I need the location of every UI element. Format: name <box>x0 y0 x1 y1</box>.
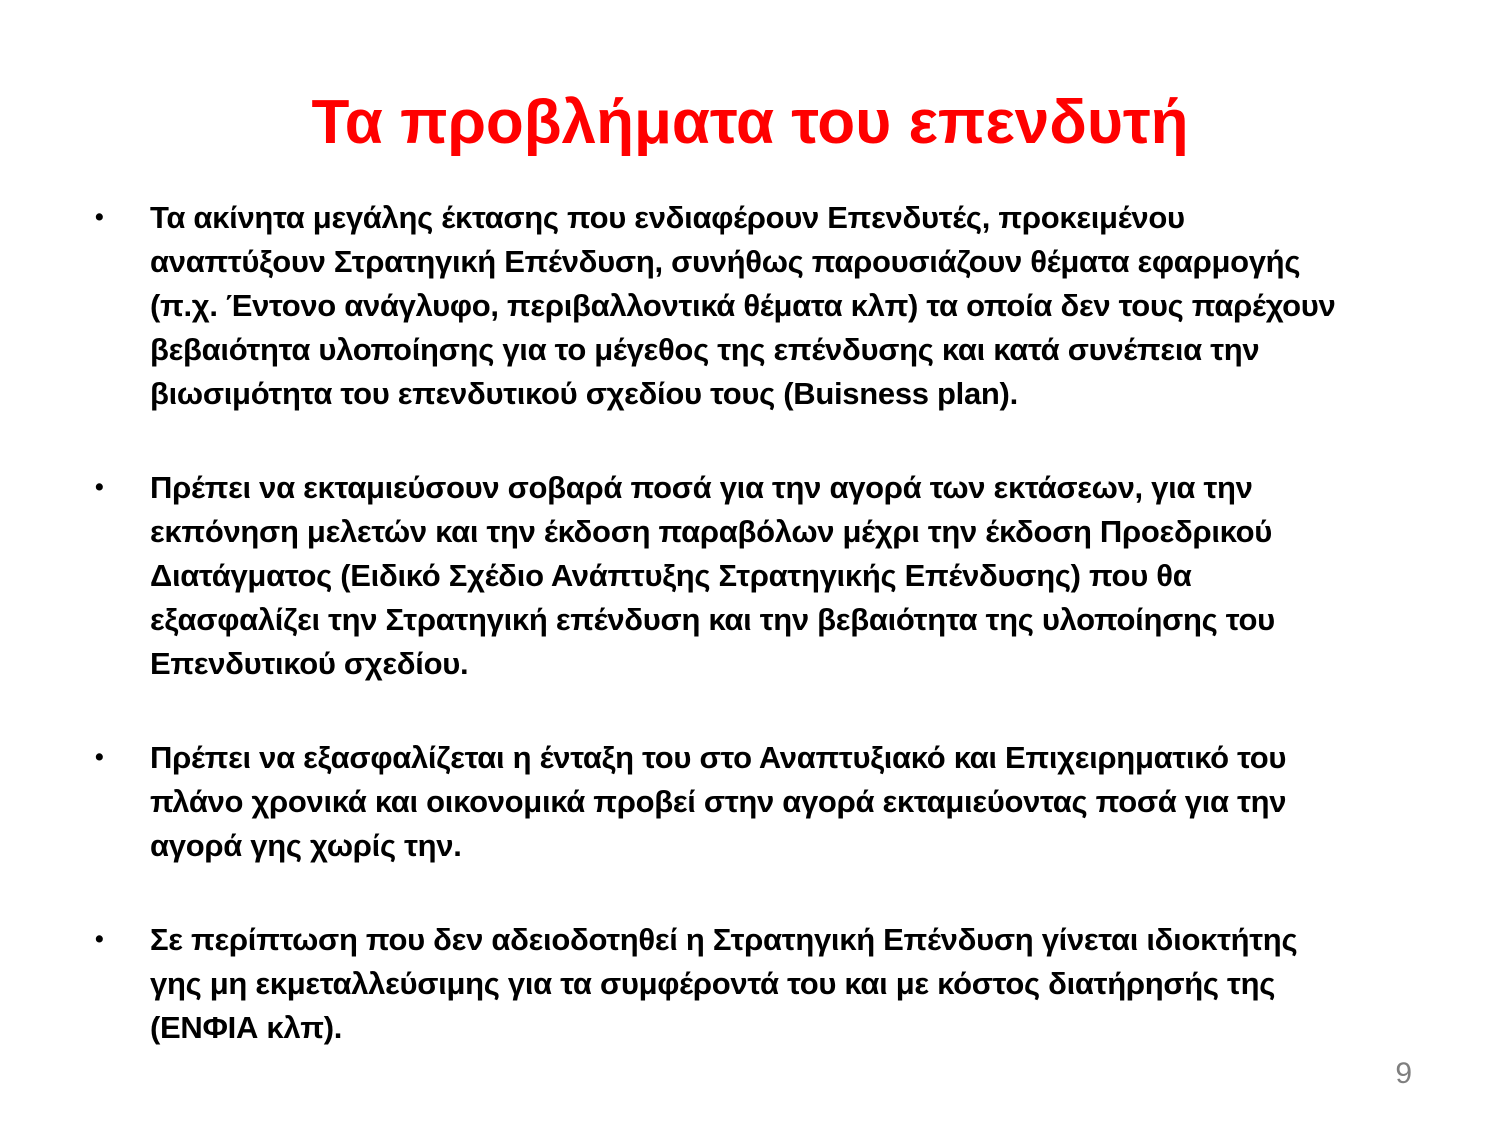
bullet-dot-icon: • <box>95 204 104 231</box>
bullet-item <box>95 196 1345 416</box>
bullet-dot-icon: • <box>95 926 104 954</box>
page-title: Τα προβλήματα του επενδυτή <box>311 88 1189 157</box>
bullet-item <box>95 918 1345 1050</box>
bullet-text: Πρέπει να εκταμιεύσουν σοβαρά ποσά για την αγορά των εκτάσεων, για την εκπόνηση μελετών και την έκδοση παραβόλων μέχρι την έκδοση Προεδρικού Διατάγματος (Ειδικό Σχέδιο Ανάπτυξης Στρατηγικής Επένδυσης) που θα εξασφαλίζει την Στρατηγική επένδυση και την βεβαιότητα της υλοποίησης του Επενδυτικού σχεδίου. <box>150 470 1275 682</box>
bullet-dot-icon: • <box>95 474 104 502</box>
page-number: 9 <box>1395 1057 1412 1090</box>
bullet-dot-icon: • <box>95 744 104 772</box>
bullet-item <box>95 736 1345 868</box>
bullet-item <box>95 466 1345 686</box>
bullet-list <box>95 196 1500 1050</box>
bullet-text: Σε περίπτωση που δεν αδειοδοτηθεί η Στρατηγική Επένδυση γίνεται ιδιοκτήτης γης μη εκμεταλλεύσιμης για τα συμφέροντά του και με κόστος διατήρησής της (ΕΝΦΙΑ κλπ). <box>150 922 1298 1046</box>
bullet-text: Πρέπει να εξασφαλίζεται η ένταξη του στο Αναπτυξιακό και Επιχειρηματικό του πλάνο χρονικά και οικονομικά προβεί στην αγορά εκταμιεύοντας ποσά για την αγορά γης χωρίς την. <box>150 740 1287 864</box>
bullet-text: Τα ακίνητα μεγάλης έκτασης που ενδιαφέρουν Επενδυτές, προκειμένου αναπτύξουν Στρατηγική Επένδυση, συνήθως παρουσιάζουν θέματα εφαρμογής (π.χ. Έντονο ανάγλυφο, περιβαλλοντικά θέματα κλπ) τα οποία δεν τους παρέχουν βεβαιότητα υλοποίησης για το μέγεθος της επένδυσης και κατά συνέπεια την βιωσιμότητα του επενδυτικού σχεδίου τους (Buisness plan). <box>150 200 1336 412</box>
